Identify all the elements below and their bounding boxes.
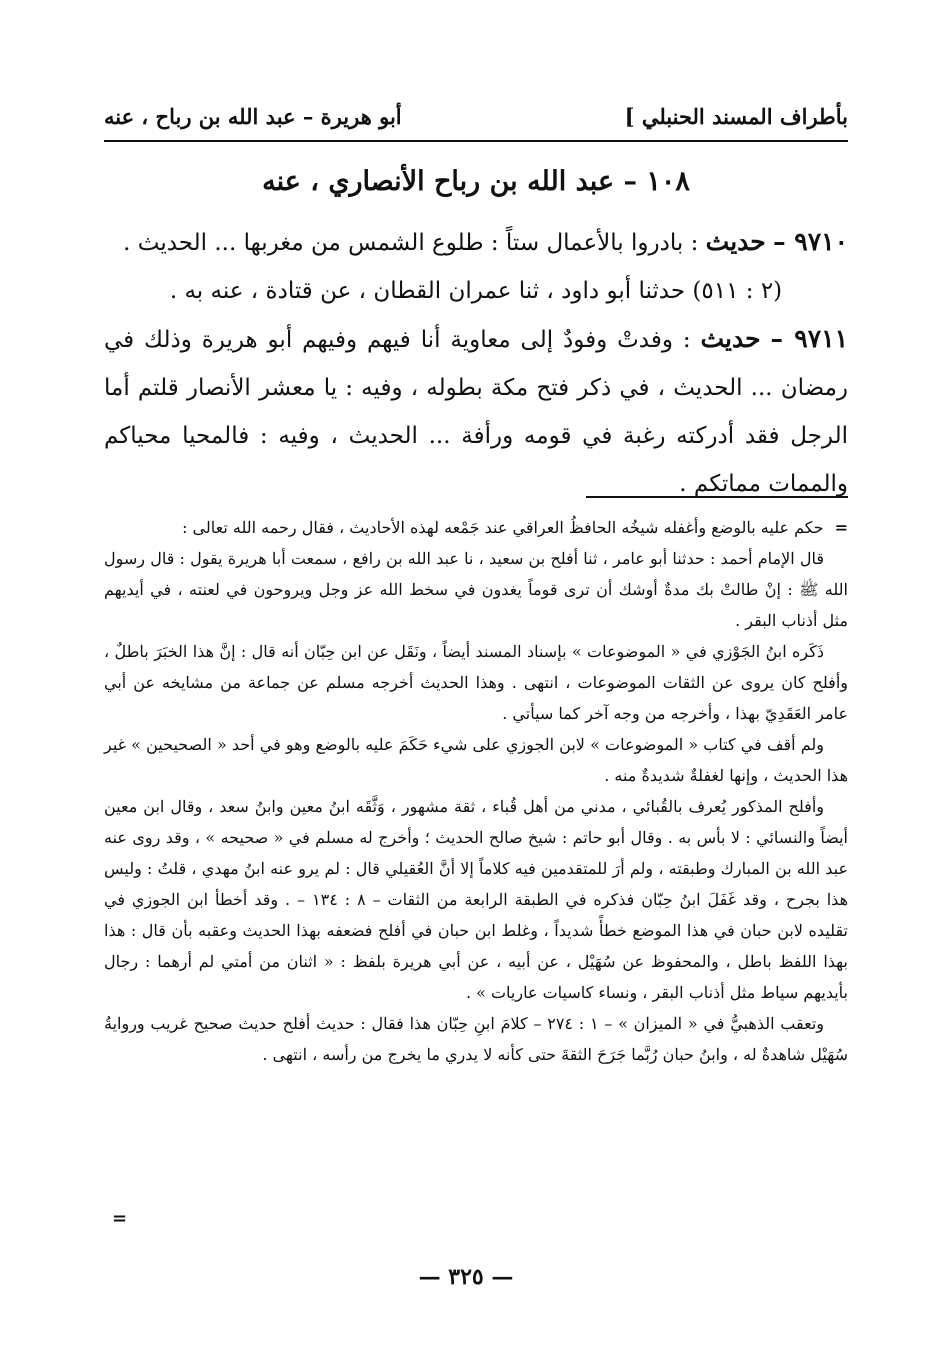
footnote-paragraph: ذَكَره ابنُ الجَوْزي في « الموضوعات » بإسناد المسند أيضاً ، ونَقَل عن ابن حِبّان أنه قال : إنَّ هذا الخبَرَ باطلٌ ، وأفلح كان يروى عن الثقات الموضوعات ، انتهى . وهذا الحديث أخرجه مسلم عن جماعة من مشايخه عن أبي عامر العَقَدِيّ بهذا ، وأخرجه من وجه آخر كما سيأتي . xyxy=(104,642,848,723)
hadith-source: (٢ : ٥١١) حدثنا أبو داود ، ثنا عمران القطان ، عن قتادة ، عنه به . xyxy=(169,278,783,304)
hadith-text: : بادروا بالأعمال ستاً : طلوع الشمس من مغربها ... الحديث . xyxy=(123,230,699,256)
hadith-label: حديث xyxy=(700,324,761,353)
footnote-paragraph xyxy=(104,512,848,543)
section-title: ١٠٨ – عبد الله بن رباح الأنصاري ، عنه xyxy=(262,166,690,197)
header-rule xyxy=(104,140,848,142)
running-header xyxy=(104,96,848,136)
header-book-title: بأطراف المسند الحنبلي ] xyxy=(624,103,848,129)
footnote-paragraph: وتعقب الذهبيُّ في « الميزان » – ١ : ٢٧٤ – كلامَ ابنِ حِبّان هذا فقال : حديث أفلح حديث صحيح غريب وروايةُ سُهَيْل شاهدةٌ له ، وابنُ حبان رُبَّما جَرَحَ الثقةَ حتى كأنه لا يدري ما يخرج من رأسه ، انتهى . xyxy=(104,1014,848,1064)
page-number: — ٣٢٥ — xyxy=(418,1264,514,1290)
hadith-9710 xyxy=(104,218,848,267)
footnote-paragraph: وأفلح المذكور يُعرف بالقُبائي ، مدني من أهل قُباء ، ثقة مشهور ، وَثَّقَه ابنُ معين وابنُ سعد ، وقال ابن معين أيضاً والنسائي : لا بأس به . وقال أبو حاتم : شيخ صالح الحديث ؛ وأخرج له مسلم في « صحيحه » ، وقد روى عنه عبد الله بن المبارك وطبقته ، ولم أرَ للمتقدمين فيه كلاماً إلا أنَّ العُقيلي قال : لم يرو عنه ابنُ مهدي ، قلتُ : وليس هذا بجرح ، وقد غَفَلَ ابنُ حِبّان فذكره في الطبقة الرابعة من الثقات – ٨ : ١٣٤ – . وقد أخطأ ابن الجوزي في تقليده لابن حبان في هذا الموضع خطأً شديداً ، وغلط ابن حبان في أفلح فضعفه بهذا الحديث وعقبه بأن قال : هذا بهذا اللفظ باطل ، والمحفوظ عن سُهَيْل ، عن أبيه ، عن أبي هريرة بلفظ : « اثنان من أمتي لم أرهما : رجال بأيديهم سياط مثل أذناب البقر ، ونساء كاسيات عاريات » . xyxy=(104,797,849,1002)
hadith-number: ٩٧١١ – xyxy=(770,324,849,353)
hadith-9711 xyxy=(104,315,848,508)
hadith-text: : وفدتْ وفودٌ إلى معاوية أنا فيهم وفيهم أبو هريرة وذلك في رمضان ... الحديث ، في ذكر فتح مكة بطوله ، وفيه : يا معشر الأنصار قلتم أما الرجل فقد أدركته رغبة في قومه ورأفة ... الحديث ، وفيه : فالمحيا محياكم والممات مماتكم . xyxy=(104,327,848,497)
hadith-number: ٩٧١٠ – xyxy=(773,227,848,256)
footnote-paragraph: ولم أقف في كتاب « الموضوعات » لابن الجوزي على شيء حَكَمَ عليه بالوضع وهو في أحد « الصحيحين » غير هذا الحديث ، وإنها لغفلةٌ شديدةٌ منه . xyxy=(104,735,848,785)
header-companion: أبو هريرة – عبد الله بن رباح ، عنه xyxy=(104,103,402,129)
footnotes xyxy=(104,512,848,1070)
main-text xyxy=(104,218,848,508)
footnote-text: حكم عليه بالوضع وأغفله شيخُه الحافظُ العراقي عند جَمْعه لهذه الأحاديث ، فقال رحمه الله تعالى : xyxy=(182,518,824,537)
footnote-rule xyxy=(586,496,848,498)
footnote-end-mark: = xyxy=(112,1208,128,1229)
continuation-mark: = xyxy=(834,518,848,537)
hadith-label: حديث xyxy=(705,227,766,256)
footnote-paragraph: قال الإمام أحمد : حدثنا أبو عامر ، ثنا أفلح بن سعيد ، نا عبد الله بن رافع ، سمعت أبا هريرة يقول : قال رسول الله ﷺ : إنْ طالتْ بك مدةٌ أوشك أن ترى قوماً يغدون في سخط الله عز وجل ويروحون في لعنته ، في أيديهم مثل أذناب البقر . xyxy=(104,549,848,630)
